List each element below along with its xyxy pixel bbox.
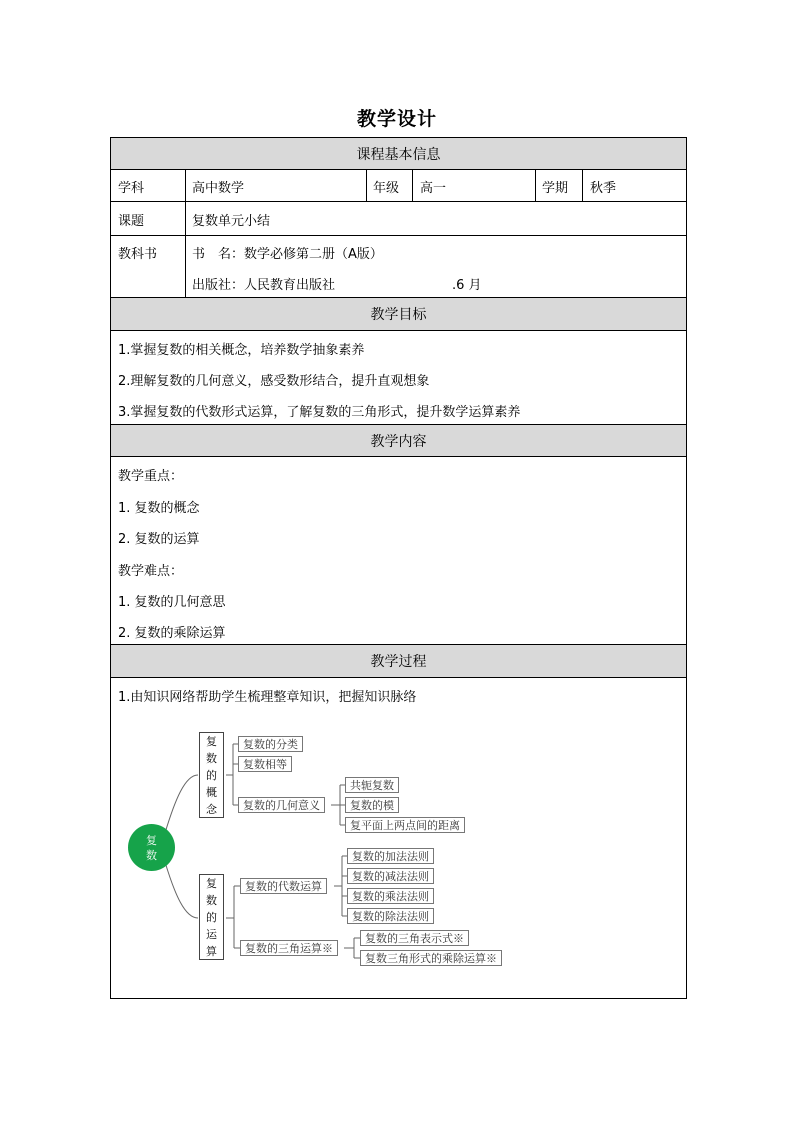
book-name: 书 名：数学必修第二册（A版） bbox=[192, 247, 383, 262]
subject-value: 高中数学 bbox=[192, 181, 245, 196]
mindmap-node: 共轭复数 bbox=[345, 777, 399, 793]
publish-date: .6 月 bbox=[452, 278, 482, 293]
key-point: 1. 复数的概念 bbox=[118, 501, 200, 516]
mindmap-node: 复数相等 bbox=[238, 756, 292, 772]
process-step: 1.由知识网络帮助学生梳理整章知识，把握知识脉络 bbox=[118, 690, 417, 705]
mindmap-node: 复数的三角表示式※ bbox=[360, 930, 469, 946]
textbook-label: 教科书 bbox=[118, 247, 158, 262]
goal-item: 3.掌握复数的代数形式运算，了解复数的三角形式，提升数学运算素养 bbox=[118, 405, 521, 420]
mindmap-branch-operation: 复 数 的 运 算 bbox=[199, 874, 224, 960]
key-heading: 教学重点： bbox=[118, 469, 184, 484]
mindmap-node: 复数三角形式的乘除运算※ bbox=[360, 950, 502, 966]
term-label: 学期 bbox=[542, 181, 569, 196]
publisher: 出版社：人民教育出版社 bbox=[192, 278, 336, 293]
goal-item: 2.理解复数的几何意义，感受数形结合，提升直观想象 bbox=[118, 374, 430, 389]
topic-value: 复数单元小结 bbox=[192, 214, 271, 229]
section-header-goals: 教学目标 bbox=[111, 298, 686, 330]
mindmap-node: 复数的减法法则 bbox=[347, 868, 434, 884]
subject-label: 学科 bbox=[118, 181, 145, 196]
section-header-basic: 课程基本信息 bbox=[111, 138, 686, 169]
term-value: 秋季 bbox=[590, 181, 617, 196]
mindmap-node: 复平面上两点间的距离 bbox=[345, 817, 465, 833]
grade-label: 年级 bbox=[373, 181, 400, 196]
topic-label: 课题 bbox=[118, 214, 145, 229]
mindmap-node: 复数的三角运算※ bbox=[240, 940, 338, 956]
section-header-process: 教学过程 bbox=[111, 645, 686, 677]
mindmap-node: 复数的模 bbox=[345, 797, 399, 813]
mindmap-node: 复数的加法法则 bbox=[347, 848, 434, 864]
mindmap-node: 复数的几何意义 bbox=[238, 797, 325, 813]
goal-item: 1.掌握复数的相关概念，培养数学抽象素养 bbox=[118, 343, 365, 358]
difficulty-heading: 教学难点： bbox=[118, 564, 184, 579]
mindmap-node: 复数的分类 bbox=[238, 736, 303, 752]
mindmap-node: 复数的除法法则 bbox=[347, 908, 434, 924]
grade-value: 高一 bbox=[420, 181, 447, 196]
difficulty-point: 1. 复数的几何意思 bbox=[118, 595, 226, 610]
page-title: 教学设计 bbox=[356, 108, 437, 130]
mindmap-root: 复 数 bbox=[128, 824, 175, 871]
difficulty-point: 2. 复数的乘除运算 bbox=[118, 626, 226, 641]
mindmap-node: 复数的代数运算 bbox=[240, 878, 327, 894]
section-header-content: 教学内容 bbox=[111, 425, 686, 456]
key-point: 2. 复数的运算 bbox=[118, 532, 200, 547]
mindmap-node: 复数的乘法法则 bbox=[347, 888, 434, 904]
mindmap-branch-concept: 复 数 的 概 念 bbox=[199, 732, 224, 818]
